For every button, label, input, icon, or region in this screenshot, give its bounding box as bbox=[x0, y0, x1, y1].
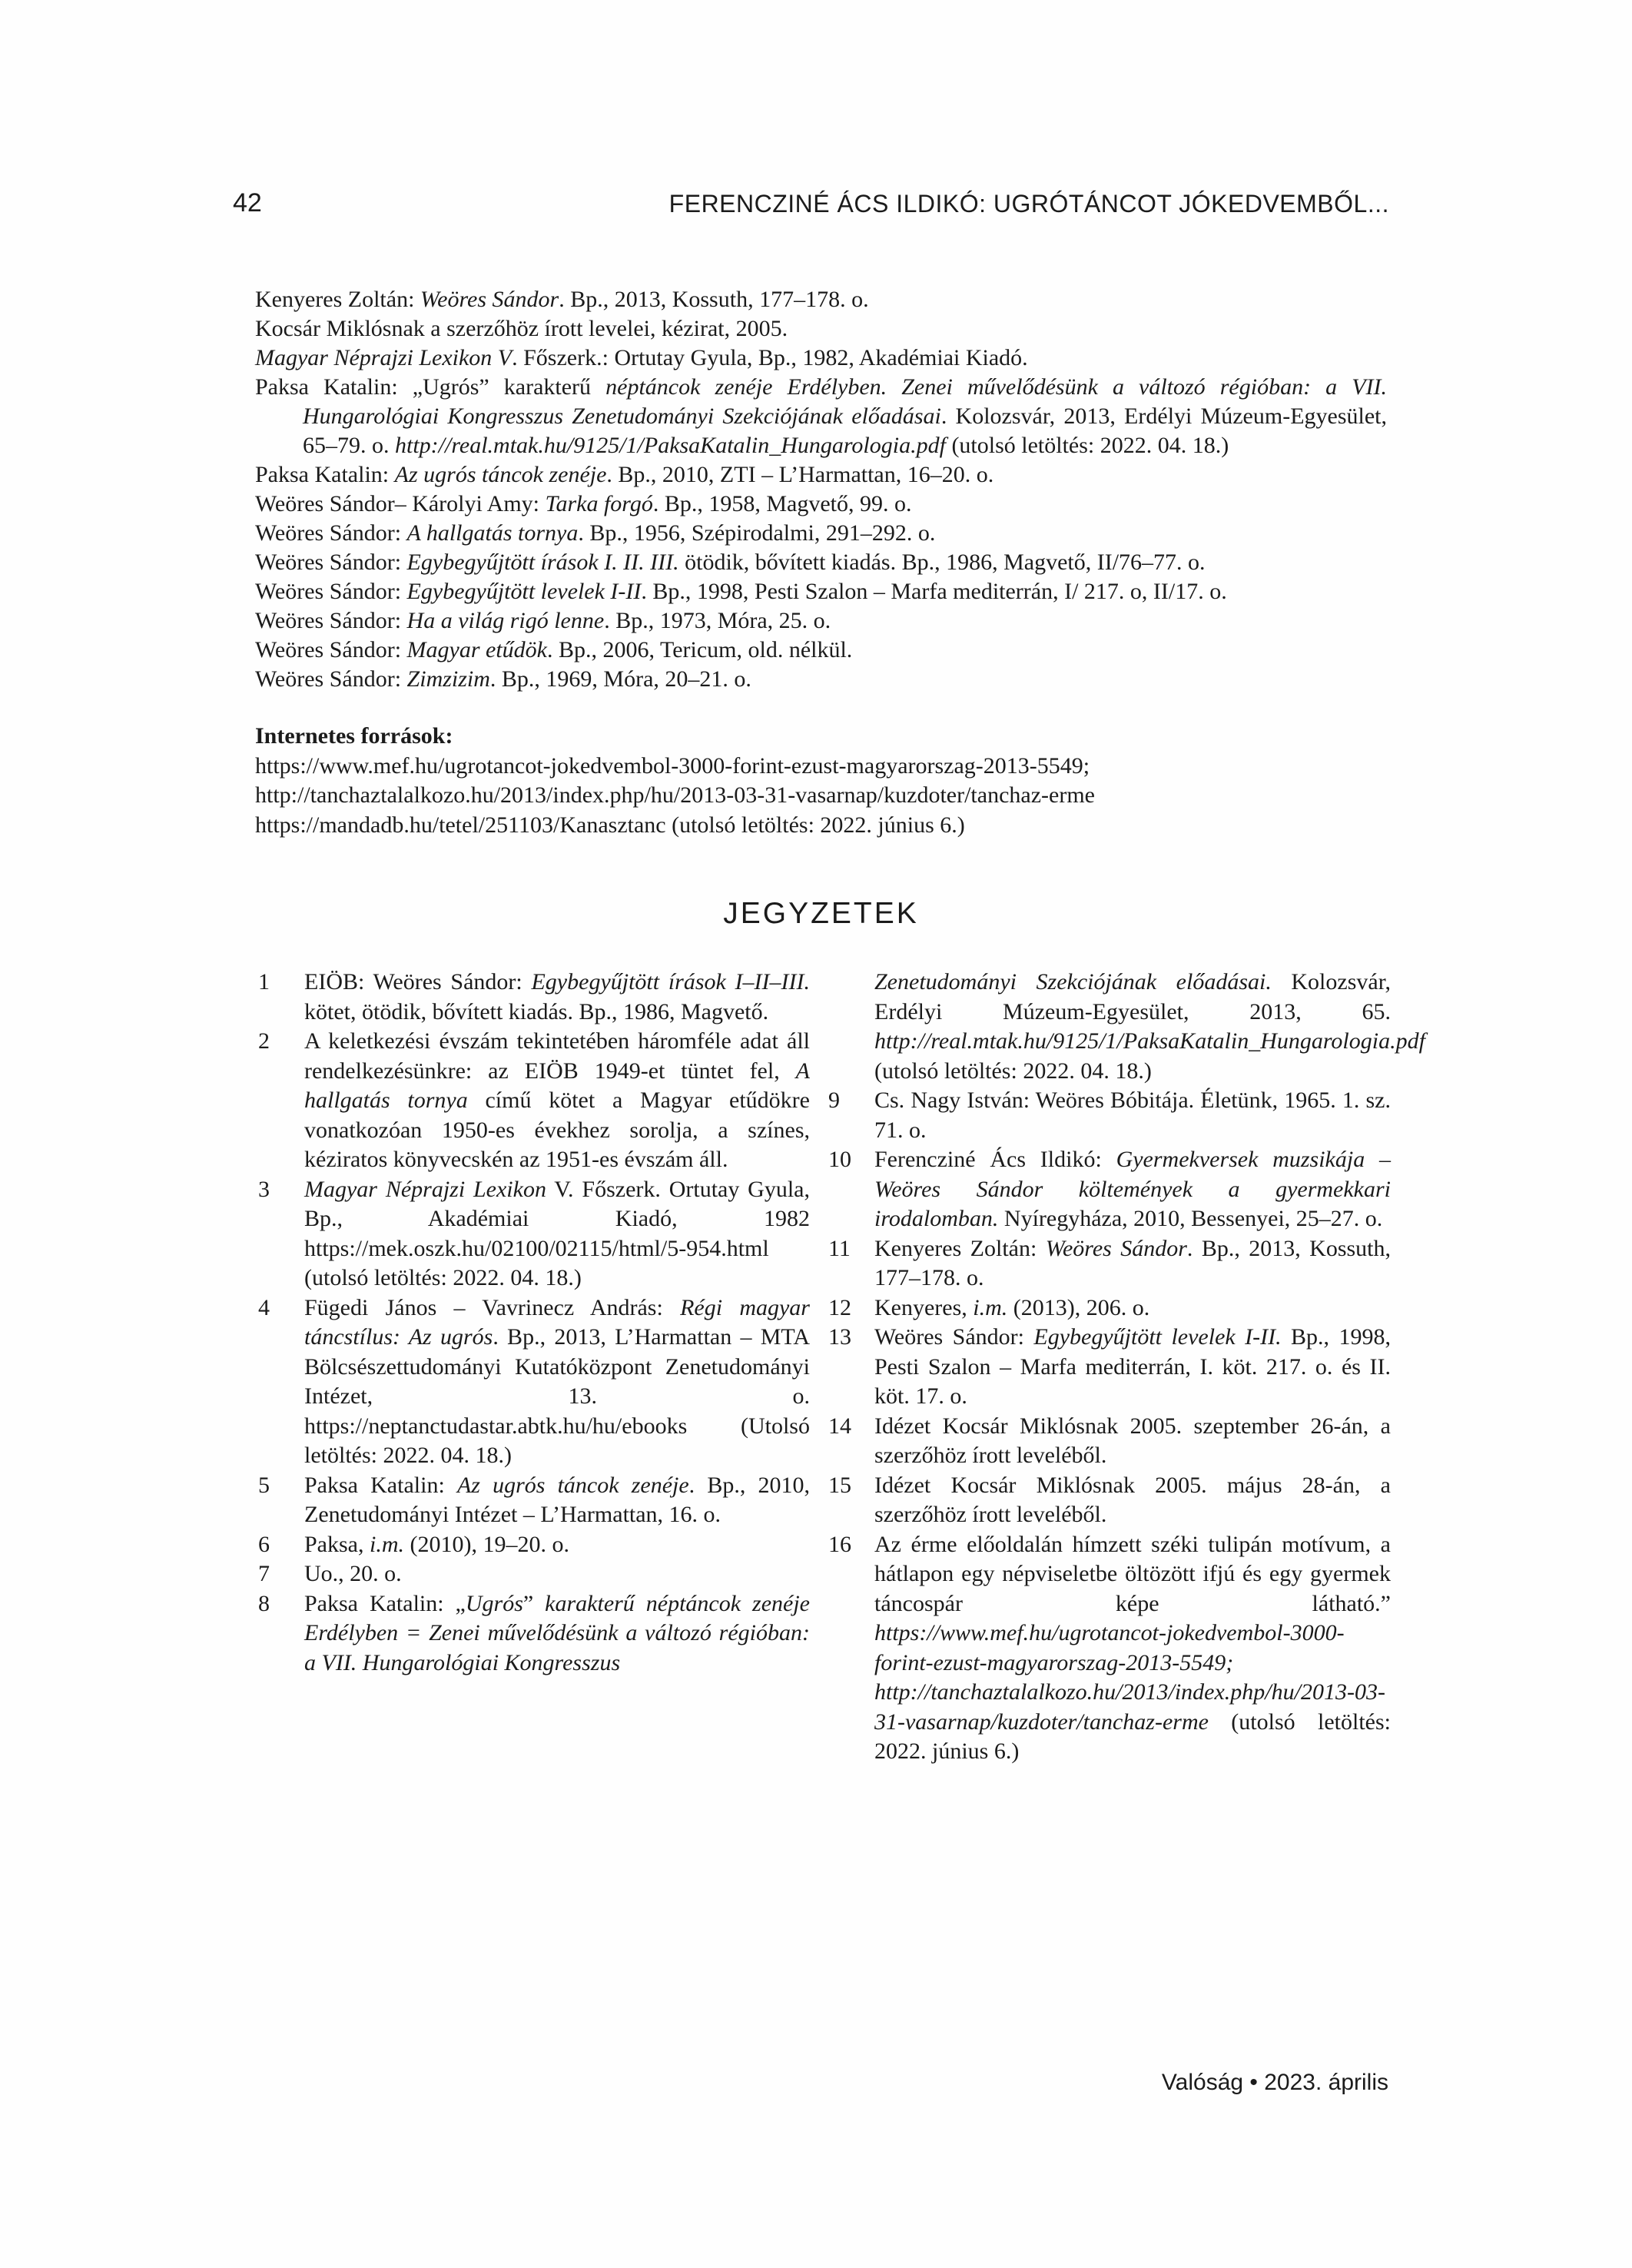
bibliography-entry: Weöres Sándor: A hallgatás tornya. Bp., 1956, Szépirodalmi, 291–292. o. bbox=[255, 520, 936, 546]
footnote-number: 16 bbox=[828, 1531, 851, 1557]
footnote-number: 11 bbox=[828, 1235, 851, 1261]
footnote-item bbox=[258, 1471, 810, 1530]
bibliography-entry: Paksa Katalin: Az ugrós táncok zenéje. Bp., 2010, ZTI – L’Harmattan, 16–20. o. bbox=[255, 462, 994, 487]
bibliography-entry: Paksa Katalin: „Ugrós” karakterű néptáncok zenéje Erdélyben. Zenei művelődésünk a változó régióban: a VII. Hungarológiai Kongresszus Zenetudományi Szekciójának előadásai. Kolozsvár, 2013, Erdélyi Múzeum-Egyesület, 65–79. o. http://real.mtak.hu/9125/1/PaksaKatalin_Hungarologia.pdf (utolsó letöltés: 2022. 04. 18.) bbox=[255, 374, 1387, 458]
bibliography-entry: Weöres Sándor: Egybegyűjtött írások I. II. III. ötödik, bővített kiadás. Bp., 1986, Magvető, II/76–77. o. bbox=[255, 550, 1206, 575]
footnote-item bbox=[828, 1323, 1391, 1412]
source-url-line: http://tanchaztalalkozo.hu/2013/index.php/hu/2013-03-31-vasarnap/kuzdoter/tanchaz-erme bbox=[255, 782, 1095, 808]
footnote-number: 12 bbox=[828, 1294, 851, 1320]
footnote-text: Paksa Katalin: Az ugrós táncok zenéje. Bp., 2010, Zenetudományi Intézet – L’Harmattan, 16. o. bbox=[304, 1472, 810, 1527]
footnote-text: Uo., 20. o. bbox=[304, 1561, 402, 1586]
footnote-text: A keletkezési évszám tekintetében háromféle adat áll rendelkezésünkre: az EIÖB 1949-et tüntet fel, A hallgatás tornya című kötet a Magyar etűdökre vonatkozóan 1950-es évekhez sorolja, a színes, kéziratos könyvecskén az 1951-es évszám áll. bbox=[304, 1028, 810, 1172]
footnote-item bbox=[828, 1412, 1391, 1471]
footnote-item bbox=[258, 1589, 810, 1679]
footnote-item bbox=[828, 968, 1425, 1086]
footnote-text: Ferencziné Ács Ildikó: Gyermekversek muzsikája – Weöres Sándor költemények a gyermekkari irodalomban. Nyíregyháza, 2010, Bessenyei, 25–27. o. bbox=[874, 1147, 1391, 1231]
footnote-text: Idézet Kocsár Miklósnak 2005. szeptember 26-án, a szerzőhöz írott leveléből. bbox=[874, 1413, 1391, 1468]
bibliography-entry: Weöres Sándor: Egybegyűjtött levelek I-II. Bp., 1998, Pesti Szalon – Marfa mediterrán, I/ 217. o, II/17. o. bbox=[255, 579, 1227, 604]
bibliography-entry: Weöres Sándor: Magyar etűdök. Bp., 2006, Tericum, old. nélkül. bbox=[255, 637, 853, 662]
bibliography-section bbox=[255, 285, 1387, 694]
footnote-number: 6 bbox=[258, 1531, 270, 1557]
footnote-item bbox=[828, 1145, 1391, 1234]
internet-sources-heading: Internetes források: bbox=[255, 723, 453, 749]
footnote-item bbox=[828, 1086, 1391, 1145]
footnote-number: 10 bbox=[828, 1147, 851, 1172]
footnote-number: 15 bbox=[828, 1472, 851, 1498]
bibliography-entry: Weöres Sándor– Károlyi Amy: Tarka forgó. Bp., 1958, Magvető, 99. o. bbox=[255, 491, 912, 516]
footnote-item bbox=[828, 1530, 1391, 1767]
bibliography-entry: Kenyeres Zoltán: Weöres Sándor. Bp., 2013, Kossuth, 177–178. o. bbox=[255, 287, 869, 312]
journal-footer: Valóság • 2023. április bbox=[1161, 2070, 1388, 2095]
footnote-number: 2 bbox=[258, 1028, 270, 1054]
footnote-number: 14 bbox=[828, 1413, 851, 1439]
footnote-text: Zenetudományi Szekciójának előadásai. Kolozsvár, Erdélyi Múzeum-Egyesület, 2013, 65. http://real.mtak.hu/9125/1/PaksaKatalin_Hungarologia.pdf (utolsó letöltés: 2022. 04. 18.) bbox=[874, 969, 1425, 1084]
internet-sources-section bbox=[255, 722, 1387, 840]
footnote-text: Paksa Katalin: „Ugrós” karakterű néptáncok zenéje Erdélyben = Zenei művelődésünk a változó régióban: a VII. Hungarológiai Kongresszus bbox=[304, 1590, 810, 1675]
footnote-text: Magyar Néprajzi Lexikon V. Főszerk. Ortutay Gyula, Bp., Akadémiai Kiadó, 1982 https://mek.oszk.hu/02100/02115/html/5-954.html (utolsó letöltés: 2022. 04. 18.) bbox=[304, 1176, 810, 1290]
footnote-item bbox=[828, 1293, 1391, 1323]
footnote-number: 1 bbox=[258, 969, 270, 995]
bibliography-entry: Magyar Néprajzi Lexikon V. Főszerk.: Ortutay Gyula, Bp., 1982, Akadémiai Kiadó. bbox=[255, 345, 1028, 370]
footnote-item bbox=[828, 1471, 1391, 1530]
footnote-text: Kenyeres Zoltán: Weöres Sándor. Bp., 2013, Kossuth, 177–178. o. bbox=[874, 1235, 1391, 1290]
footnote-text: Az érme előoldalán hímzett széki tulipán motívum, a hátlapon egy népviseletbe öltözött ifjú és egy gyermek táncospár képe látható.” https://www.mef.hu/ugrotancot-jokedvembol-3000-forint-ezust-magyarorszag-2013-5549; http://tanchaztalalkozo.hu/2013/index.php/hu/2013-03-31-vasarnap/kuzdoter/tanchaz-erme (utolsó letöltés: 2022. június 6.) bbox=[874, 1531, 1391, 1764]
footnote-number: 3 bbox=[258, 1176, 270, 1202]
footnote-number: 5 bbox=[258, 1472, 270, 1498]
page-number: 42 bbox=[233, 188, 262, 218]
footnote-text: Fügedi János – Vavrinecz András: Régi magyar táncstílus: Az ugrós. Bp., 2013, L’Harmattan – MTA Bölcsészettudományi Kutatóközpont Zenetudományi Intézet, 13. o. https://neptanctudastar.abtk.hu/hu/ebooks (Utolsó letöltés: 2022. 04. 18.) bbox=[304, 1294, 810, 1468]
source-url-line: https://www.mef.hu/ugrotancot-jokedvembol-3000-forint-ezust-magyarorszag-2013-5549; bbox=[255, 752, 1090, 779]
footnote-number: 4 bbox=[258, 1294, 270, 1320]
footnote-item bbox=[258, 1293, 810, 1471]
footnote-text: EIÖB: Weöres Sándor: Egybegyűjtött írások I–II–III. kötet, ötödik, bővített kiadás. Bp., 1986, Magvető. bbox=[304, 969, 810, 1024]
bibliography-entry: Weöres Sándor: Zimzizim. Bp., 1969, Móra, 20–21. o. bbox=[255, 666, 751, 692]
bibliography-entry: Weöres Sándor: Ha a világ rigó lenne. Bp., 1973, Móra, 25. o. bbox=[255, 608, 831, 633]
footnote-number: 7 bbox=[258, 1561, 270, 1586]
footnote-text: Idézet Kocsár Miklósnak 2005. május 28-án, a szerzőhöz írott leveléből. bbox=[874, 1472, 1391, 1527]
notes-column-left bbox=[258, 968, 810, 1678]
footnote-text: Weöres Sándor: Egybegyűjtött levelek I-II. Bp., 1998, Pesti Szalon – Marfa mediterrán, I. köt. 217. o. és II. köt. 17. o. bbox=[874, 1324, 1391, 1409]
footnote-item bbox=[258, 1559, 810, 1589]
bibliography-entry: Kocsár Miklósnak a szerzőhöz írott levelei, kézirat, 2005. bbox=[255, 316, 788, 341]
footnote-item bbox=[258, 968, 810, 1027]
source-url-line: https://mandadb.hu/tetel/251103/Kanasztanc (utolsó letöltés: 2022. június 6.) bbox=[255, 812, 965, 838]
running-title: FERENCZINÉ ÁCS ILDIKÓ: UGRÓTÁNCOT JÓKEDVEMBŐL... bbox=[668, 190, 1389, 218]
notes-column-right bbox=[828, 968, 1425, 1767]
footnote-item bbox=[258, 1027, 810, 1175]
footnote-number: 8 bbox=[258, 1590, 270, 1616]
footnote-number: 9 bbox=[828, 1088, 840, 1113]
footnote-item bbox=[258, 1175, 810, 1293]
footnote-text: Paksa, i.m. (2010), 19–20. o. bbox=[304, 1531, 569, 1557]
notes-heading: JEGYZETEK bbox=[723, 897, 919, 930]
footnote-text: Kenyeres, i.m. (2013), 206. o. bbox=[874, 1294, 1150, 1320]
footnote-text: Cs. Nagy István: Weöres Bóbitája. Életünk, 1965. 1. sz. 71. o. bbox=[874, 1088, 1391, 1143]
footnote-number: 13 bbox=[828, 1324, 851, 1350]
footnote-item bbox=[258, 1530, 810, 1560]
footnote-item bbox=[828, 1234, 1391, 1293]
internet-sources-list bbox=[255, 752, 1387, 841]
